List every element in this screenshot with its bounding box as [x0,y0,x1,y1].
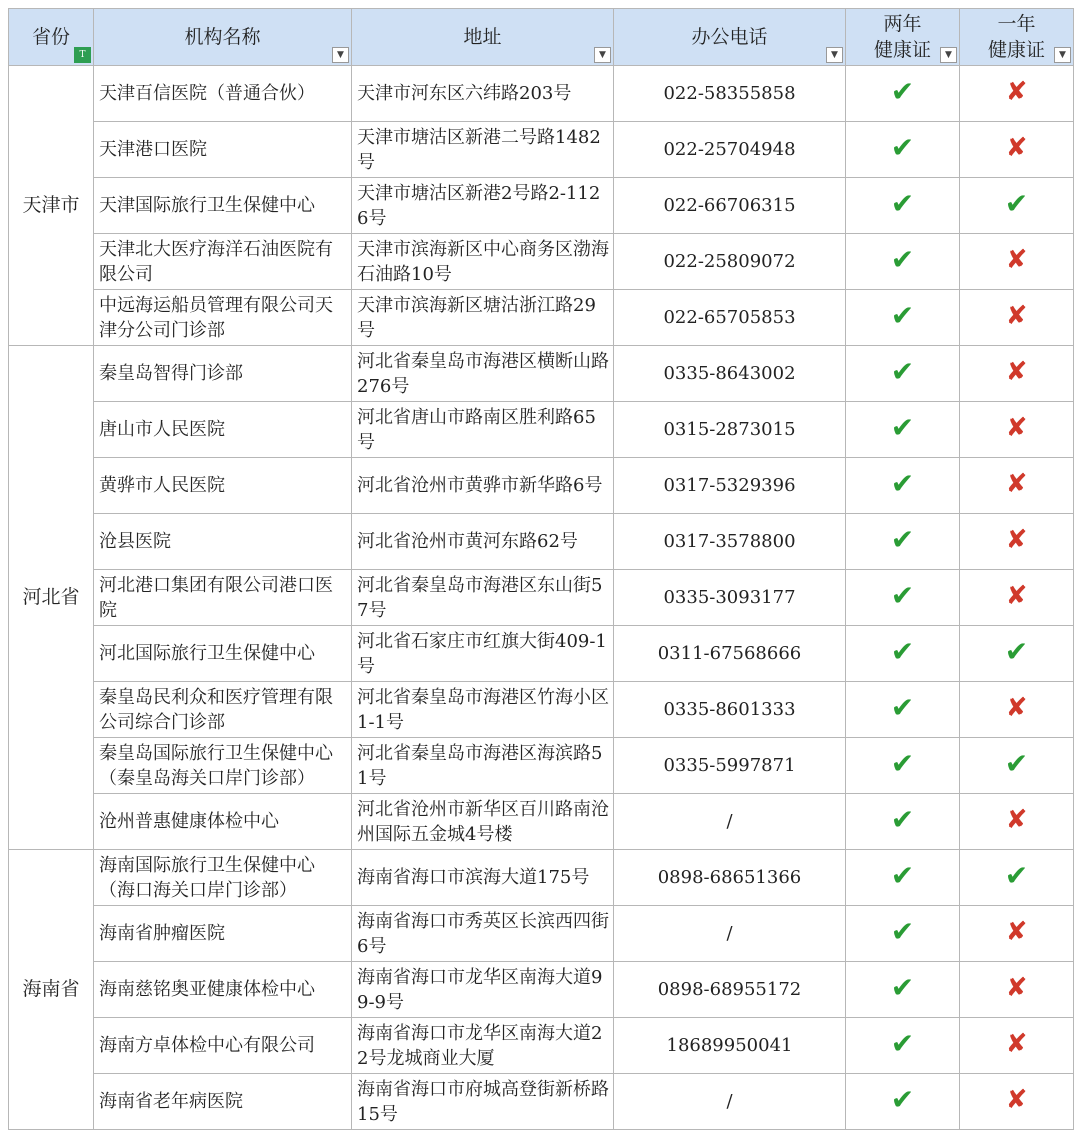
two-year-cell[interactable] [846,290,960,346]
cross-icon: ✘ [1005,245,1028,275]
address-cell[interactable]: 海南省海口市龙华区南海大道22号龙城商业大厦 [352,1018,614,1074]
cross-icon: ✘ [1005,917,1028,947]
two-year-cell[interactable] [846,514,960,570]
two-year-cell[interactable] [846,346,960,402]
one-year-cell[interactable] [960,1074,1074,1130]
table-row [9,850,1074,906]
org-name-cell[interactable]: 海南慈铭奥亚健康体检中心 [94,962,352,1018]
filter-active-icon[interactable]: T [74,47,91,63]
org-name-cell[interactable]: 海南省肿瘤医院 [94,906,352,962]
cross-icon: ✘ [1005,973,1028,1003]
two-year-cell[interactable] [846,234,960,290]
org-name-cell[interactable]: 天津北大医疗海洋石油医院有限公司 [94,234,352,290]
org-name-cell[interactable]: 秦皇岛国际旅行卫生保健中心（秦皇岛海关口岸门诊部） [94,738,352,794]
check-icon: ✔ [890,1027,915,1060]
org-name-cell[interactable]: 天津国际旅行卫生保健中心 [94,178,352,234]
address-cell[interactable]: 河北省沧州市新华区百川路南沧州国际五金城4号楼 [352,794,614,850]
header-phone-label: 办公电话 [691,26,768,48]
check-icon: ✔ [890,411,915,444]
table-row [9,514,1074,570]
phone-cell[interactable]: 022-65705853 [614,290,846,346]
table-row [9,66,1074,122]
one-year-cell[interactable] [960,122,1074,178]
check-icon: ✔ [890,803,915,836]
check-icon: ✔ [890,131,915,164]
cross-icon: ✘ [1005,357,1028,387]
phone-cell[interactable]: / [614,1074,846,1130]
check-icon: ✔ [890,635,915,668]
org-name-cell[interactable]: 沧州普惠健康体检中心 [94,794,352,850]
one-year-cell[interactable] [960,682,1074,738]
one-year-cell[interactable] [960,906,1074,962]
phone-cell[interactable]: / [614,794,846,850]
org-name-cell[interactable]: 海南省老年病医院 [94,1074,352,1130]
two-year-cell[interactable] [846,794,960,850]
one-year-cell[interactable] [960,570,1074,626]
province-cell[interactable]: 河北省 [9,346,94,850]
address-cell[interactable]: 河北省秦皇岛市海港区横断山路276号 [352,346,614,402]
cross-icon: ✘ [1005,1085,1028,1115]
two-year-cell[interactable] [846,850,960,906]
table-row [9,290,1074,346]
cross-icon: ✘ [1005,525,1028,555]
check-icon: ✔ [890,747,915,780]
health-certificate-table [8,8,1074,1130]
header-province [9,9,94,66]
check-icon: ✔ [1004,747,1029,780]
check-icon: ✔ [890,915,915,948]
table-row [9,626,1074,682]
one-year-cell[interactable] [960,402,1074,458]
phone-cell[interactable]: 0898-68651366 [614,850,846,906]
phone-cell[interactable]: 0317-3578800 [614,514,846,570]
one-year-cell[interactable] [960,794,1074,850]
org-name-cell[interactable]: 秦皇岛智得门诊部 [94,346,352,402]
two-year-cell[interactable] [846,402,960,458]
two-year-cell[interactable] [846,1074,960,1130]
check-icon: ✔ [890,187,915,220]
two-year-cell[interactable] [846,66,960,122]
two-year-cell[interactable] [846,962,960,1018]
filter-dropdown-icon[interactable]: ▼ [1054,47,1071,63]
one-year-cell[interactable] [960,458,1074,514]
address-cell[interactable]: 天津市河东区六纬路203号 [352,66,614,122]
table-row [9,458,1074,514]
two-year-cell[interactable] [846,682,960,738]
phone-cell[interactable]: 18689950041 [614,1018,846,1074]
one-year-cell[interactable] [960,962,1074,1018]
two-year-cell[interactable] [846,178,960,234]
phone-cell[interactable]: 0317-5329396 [614,458,846,514]
phone-cell[interactable]: 022-58355858 [614,66,846,122]
two-year-cell[interactable] [846,122,960,178]
phone-cell[interactable]: 0898-68955172 [614,962,846,1018]
filter-dropdown-icon[interactable]: ▼ [826,47,843,63]
one-year-cell[interactable] [960,178,1074,234]
province-cell[interactable]: 海南省 [9,850,94,1130]
cross-icon: ✘ [1005,581,1028,611]
address-cell[interactable]: 天津市塘沽区新港2号路2-1126号 [352,178,614,234]
header-row [9,9,1074,66]
table-row [9,682,1074,738]
table-body [9,66,1074,1130]
cross-icon: ✘ [1005,469,1028,499]
header-one-year-line1: 一年 [997,13,1036,35]
table-row [9,402,1074,458]
address-cell[interactable]: 河北省秦皇岛市海港区东山街57号 [352,570,614,626]
check-icon: ✔ [890,523,915,556]
one-year-cell[interactable] [960,234,1074,290]
check-icon: ✔ [890,691,915,724]
check-icon: ✔ [890,75,915,108]
one-year-cell[interactable] [960,66,1074,122]
address-cell[interactable]: 海南省海口市龙华区南海大道99-9号 [352,962,614,1018]
two-year-cell[interactable] [846,570,960,626]
address-cell[interactable]: 河北省石家庄市红旗大街409-1号 [352,626,614,682]
table-row [9,234,1074,290]
check-icon: ✔ [890,1083,915,1116]
header-two-year-line1: 两年 [883,13,922,35]
address-cell[interactable]: 海南省海口市滨海大道175号 [352,850,614,906]
cross-icon: ✘ [1005,413,1028,443]
cross-icon: ✘ [1005,805,1028,835]
check-icon: ✔ [1004,635,1029,668]
phone-cell[interactable]: / [614,906,846,962]
phone-cell[interactable]: 022-66706315 [614,178,846,234]
header-two-year-line2: 健康证 [873,39,931,61]
header-two-year [846,9,960,66]
check-icon: ✔ [890,579,915,612]
filter-dropdown-icon[interactable]: ▼ [594,47,611,63]
org-name-cell[interactable]: 中远海运船员管理有限公司天津分公司门诊部 [94,290,352,346]
table-row [9,906,1074,962]
address-cell[interactable]: 河北省沧州市黄河东路62号 [352,514,614,570]
two-year-cell[interactable] [846,906,960,962]
phone-cell[interactable]: 022-25809072 [614,234,846,290]
check-icon: ✔ [890,299,915,332]
check-icon: ✔ [890,355,915,388]
address-cell[interactable]: 天津市滨海新区中心商务区渤海石油路10号 [352,234,614,290]
one-year-cell[interactable] [960,1018,1074,1074]
header-org-name [94,9,352,66]
table-row [9,794,1074,850]
one-year-cell[interactable] [960,738,1074,794]
address-cell[interactable]: 海南省海口市府城高登街新桥路15号 [352,1074,614,1130]
check-icon: ✔ [890,243,915,276]
header-province-label: 省份 [31,26,70,48]
table-row [9,738,1074,794]
header-address-label: 地址 [463,26,502,48]
one-year-cell[interactable] [960,346,1074,402]
filter-dropdown-icon[interactable]: ▼ [332,47,349,63]
cross-icon: ✘ [1005,133,1028,163]
cross-icon: ✘ [1005,301,1028,331]
org-name-cell[interactable]: 河北港口集团有限公司港口医院 [94,570,352,626]
org-name-cell[interactable]: 沧县医院 [94,514,352,570]
phone-cell[interactable]: 0315-2873015 [614,402,846,458]
one-year-cell[interactable] [960,626,1074,682]
one-year-cell[interactable] [960,514,1074,570]
org-name-cell[interactable]: 河北国际旅行卫生保健中心 [94,626,352,682]
table-row [9,346,1074,402]
two-year-cell[interactable] [846,458,960,514]
table-row [9,122,1074,178]
header-address [352,9,614,66]
address-cell[interactable]: 天津市塘沽区新港二号路1482号 [352,122,614,178]
phone-cell[interactable]: 0335-8643002 [614,346,846,402]
table-row [9,1018,1074,1074]
check-icon: ✔ [1004,187,1029,220]
org-name-cell[interactable]: 海南国际旅行卫生保健中心（海口海关口岸门诊部） [94,850,352,906]
one-year-cell[interactable] [960,850,1074,906]
org-name-cell[interactable]: 唐山市人民医院 [94,402,352,458]
cross-icon: ✘ [1005,1029,1028,1059]
two-year-cell[interactable] [846,626,960,682]
address-cell[interactable]: 河北省唐山市路南区胜利路65号 [352,402,614,458]
org-name-cell[interactable]: 黄骅市人民医院 [94,458,352,514]
table-row [9,570,1074,626]
filter-dropdown-icon[interactable]: ▼ [940,47,957,63]
header-one-year-line2: 健康证 [987,39,1045,61]
cross-icon: ✘ [1005,693,1028,723]
phone-cell[interactable]: 0335-5997871 [614,738,846,794]
address-cell[interactable]: 海南省海口市秀英区长滨西四街6号 [352,906,614,962]
org-name-cell[interactable]: 海南方卓体检中心有限公司 [94,1018,352,1074]
check-icon: ✔ [890,971,915,1004]
header-phone [614,9,846,66]
check-icon: ✔ [1004,859,1029,892]
check-icon: ✔ [890,859,915,892]
address-cell[interactable]: 河北省沧州市黄骅市新华路6号 [352,458,614,514]
org-name-cell[interactable]: 秦皇岛民利众和医疗管理有限公司综合门诊部 [94,682,352,738]
address-cell[interactable]: 河北省秦皇岛市海港区海滨路51号 [352,738,614,794]
province-cell[interactable]: 天津市 [9,66,94,346]
cross-icon: ✘ [1005,77,1028,107]
header-one-year [960,9,1074,66]
address-cell[interactable]: 河北省秦皇岛市海港区竹海小区1-1号 [352,682,614,738]
phone-cell[interactable]: 022-25704948 [614,122,846,178]
header-org-name-label: 机构名称 [184,26,261,48]
phone-cell[interactable]: 0335-8601333 [614,682,846,738]
one-year-cell[interactable] [960,290,1074,346]
check-icon: ✔ [890,467,915,500]
phone-cell[interactable]: 0335-3093177 [614,570,846,626]
address-cell[interactable]: 天津市滨海新区塘沽浙江路29号 [352,290,614,346]
org-name-cell[interactable]: 天津港口医院 [94,122,352,178]
table-row [9,178,1074,234]
two-year-cell[interactable] [846,738,960,794]
org-name-cell[interactable]: 天津百信医院（普通合伙） [94,66,352,122]
two-year-cell[interactable] [846,1018,960,1074]
table-row [9,962,1074,1018]
table-row [9,1074,1074,1130]
phone-cell[interactable]: 0311-67568666 [614,626,846,682]
